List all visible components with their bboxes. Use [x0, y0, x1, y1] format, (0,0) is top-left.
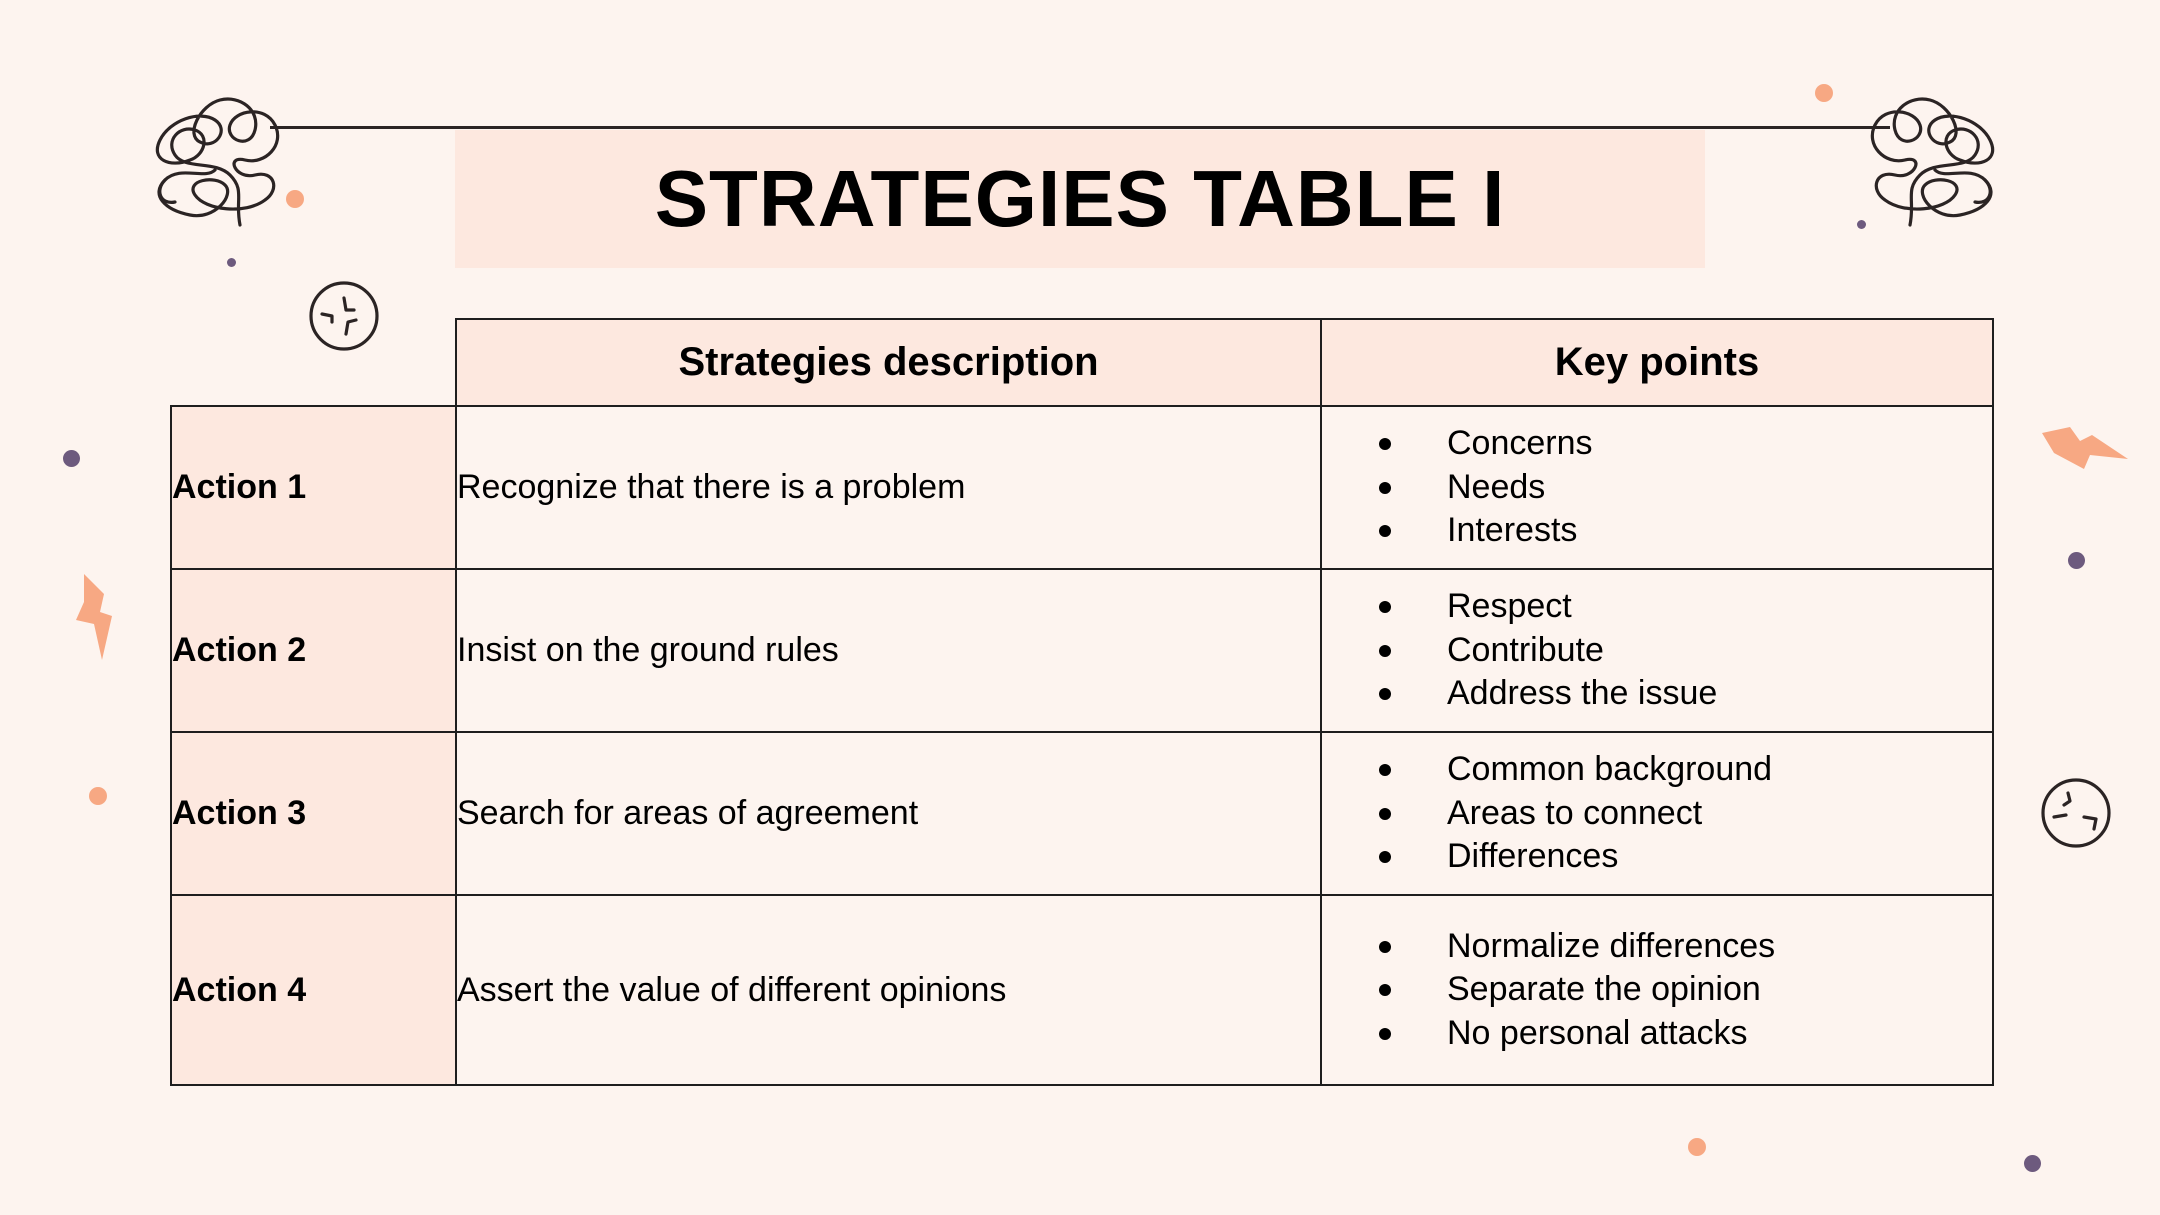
key-point: Interests — [1377, 509, 1992, 553]
table-row — [171, 895, 1993, 1085]
action-label: Action 4 — [171, 895, 456, 1085]
table-row — [171, 732, 1993, 895]
key-point: Concerns — [1377, 422, 1992, 466]
table-header-blank — [171, 319, 456, 406]
decorative-dot — [1688, 1138, 1706, 1156]
decorative-dot — [286, 190, 304, 208]
key-point: Separate the opinion — [1377, 968, 1992, 1012]
strategies-table — [170, 318, 1994, 1086]
table-header-row — [171, 319, 1993, 406]
table-header-key-points: Key points — [1321, 319, 1993, 406]
strategy-description: Assert the value of different opinions — [456, 895, 1321, 1085]
angry-face-icon — [2040, 777, 2112, 849]
decorative-dot — [2068, 552, 2085, 569]
key-points-cell — [1321, 732, 1993, 895]
key-points-list — [1322, 585, 1992, 716]
decorative-dot — [1857, 220, 1866, 229]
key-point: Differences — [1377, 835, 1992, 879]
key-point: Needs — [1377, 466, 1992, 510]
title-divider-line — [270, 126, 1890, 129]
table-row — [171, 406, 1993, 569]
key-point: Normalize differences — [1377, 925, 1992, 969]
lightning-icon — [70, 572, 118, 662]
key-point: Respect — [1377, 585, 1992, 629]
key-points-list — [1322, 925, 1992, 1056]
action-label: Action 1 — [171, 406, 456, 569]
key-point: Address the issue — [1377, 672, 1992, 716]
page-title: STRATEGIES TABLE I — [654, 154, 1506, 243]
table-header-description: Strategies description — [456, 319, 1321, 406]
strategy-description: Insist on the ground rules — [456, 569, 1321, 732]
key-points-list — [1322, 748, 1992, 879]
action-label: Action 3 — [171, 732, 456, 895]
key-point: No personal attacks — [1377, 1012, 1992, 1056]
key-point: Common background — [1377, 748, 1992, 792]
strategy-description: Recognize that there is a problem — [456, 406, 1321, 569]
lightning-icon — [2040, 425, 2130, 473]
decorative-dot — [227, 258, 236, 267]
decorative-dot — [63, 450, 80, 467]
table-row — [171, 569, 1993, 732]
title-box — [455, 130, 1705, 268]
scribble-icon — [1855, 80, 2005, 230]
key-point: Contribute — [1377, 629, 1992, 673]
key-points-cell — [1321, 569, 1993, 732]
action-label: Action 2 — [171, 569, 456, 732]
strategy-description: Search for areas of agreement — [456, 732, 1321, 895]
decorative-dot — [2024, 1155, 2041, 1172]
key-points-list — [1322, 422, 1992, 553]
key-point: Areas to connect — [1377, 792, 1992, 836]
scribble-icon — [145, 80, 295, 230]
key-points-cell — [1321, 895, 1993, 1085]
key-points-cell — [1321, 406, 1993, 569]
decorative-dot — [89, 787, 107, 805]
decorative-dot — [1815, 84, 1833, 102]
